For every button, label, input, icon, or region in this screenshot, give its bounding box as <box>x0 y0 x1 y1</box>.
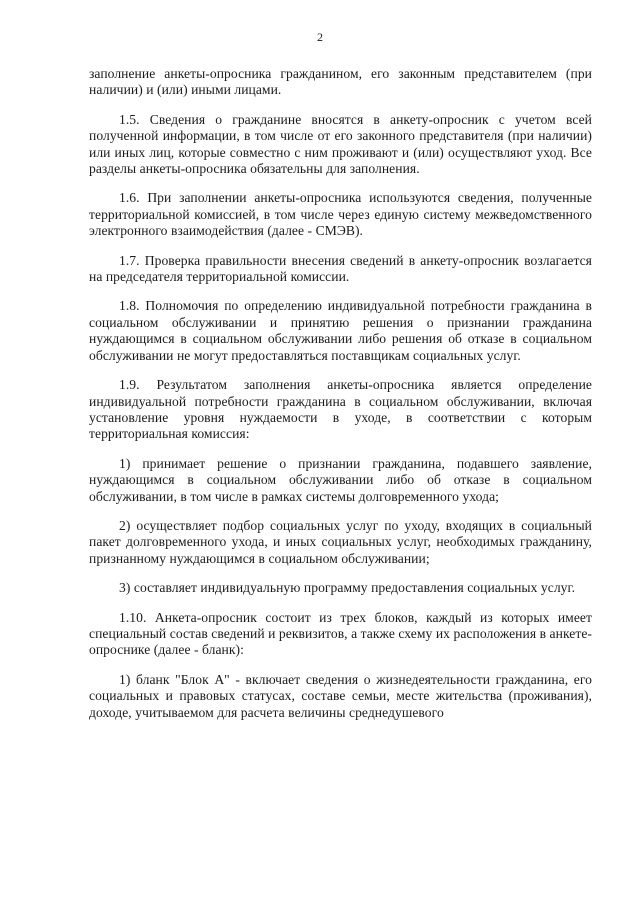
paragraph-1-8: 1.8. Полномочия по определению индивидуальной потребности гражданина в социальном обслуживании и принятию решения о признании гражданина нуждающимся в социальном обслуживании либо решения об отказе в социальном обслуживании не могут предоставляться поставщикам социальных услуг. <box>89 298 592 363</box>
paragraph-1-5: 1.5. Сведения о гражданине вносятся в анкету-опросник с учетом всей полученной информации, в том числе от его законного представителя (при наличии) или иных лиц, которые совместно с ним проживают и (или) осуществляют уход. Все разделы анкеты-опросника обязательны для заполнения. <box>89 111 592 177</box>
list-item-3: 3) составляет индивидуальную программу предоставления социальных услуг. <box>119 580 576 596</box>
paragraph-1-7: 1.7. Проверка правильности внесения сведений в анкету-опросник возлагается на председателя территориальной комиссии. <box>89 252 592 285</box>
list-item-1: 1) принимает решение о признании гражданина, подавшего заявление, нуждающимся в социальном обслуживании либо об отказе в социальном обслуживании, в том числе в рамках системы долговременного ухода; <box>89 455 592 504</box>
paragraph-1-6: 1.6. При заполнении анкеты-опросника используются сведения, полученные территориальной комиссией, в том числе через единую систему межведомственного электронного взаимодействия (далее - СМЭВ). <box>89 190 592 239</box>
paragraph-1-10: 1.10. Анкета-опросник состоит из трех блоков, каждый из которых имеет специальный состав сведений и реквизитов, а также схему их расположения в анкете-опроснике (далее - бланк): <box>89 609 592 658</box>
list-item-2: 2) осуществляет подбор социальных услуг по уходу, входящих в социальный пакет долговременного ухода, и иных социальных услуг, необходимых гражданину, признанному нуждающимся в социальном обслуживании; <box>89 517 592 566</box>
paragraph-continuation: заполнение анкеты-опросника гражданином, его законным представителем (при наличии) и (или) иными лицами. <box>89 66 592 98</box>
paragraph-1-9: 1.9. Результатом заполнения анкеты-опросника является определение индивидуальной потребности гражданина в социальном обслуживании, включая установление уровня нуждаемости в уходе, в соответствии с которым территориальная комиссия: <box>89 377 592 442</box>
blank-block-a-item: 1) бланк "Блок А" - включает сведения о жизнедеятельности гражданина, его социальных и правовых статусах, составе семьи, месте жительства (проживания), доходе, учитываемом для расчета величины среднедушевого <box>89 671 592 720</box>
document-body <box>89 66 592 734</box>
page-number: 2 <box>317 30 323 44</box>
